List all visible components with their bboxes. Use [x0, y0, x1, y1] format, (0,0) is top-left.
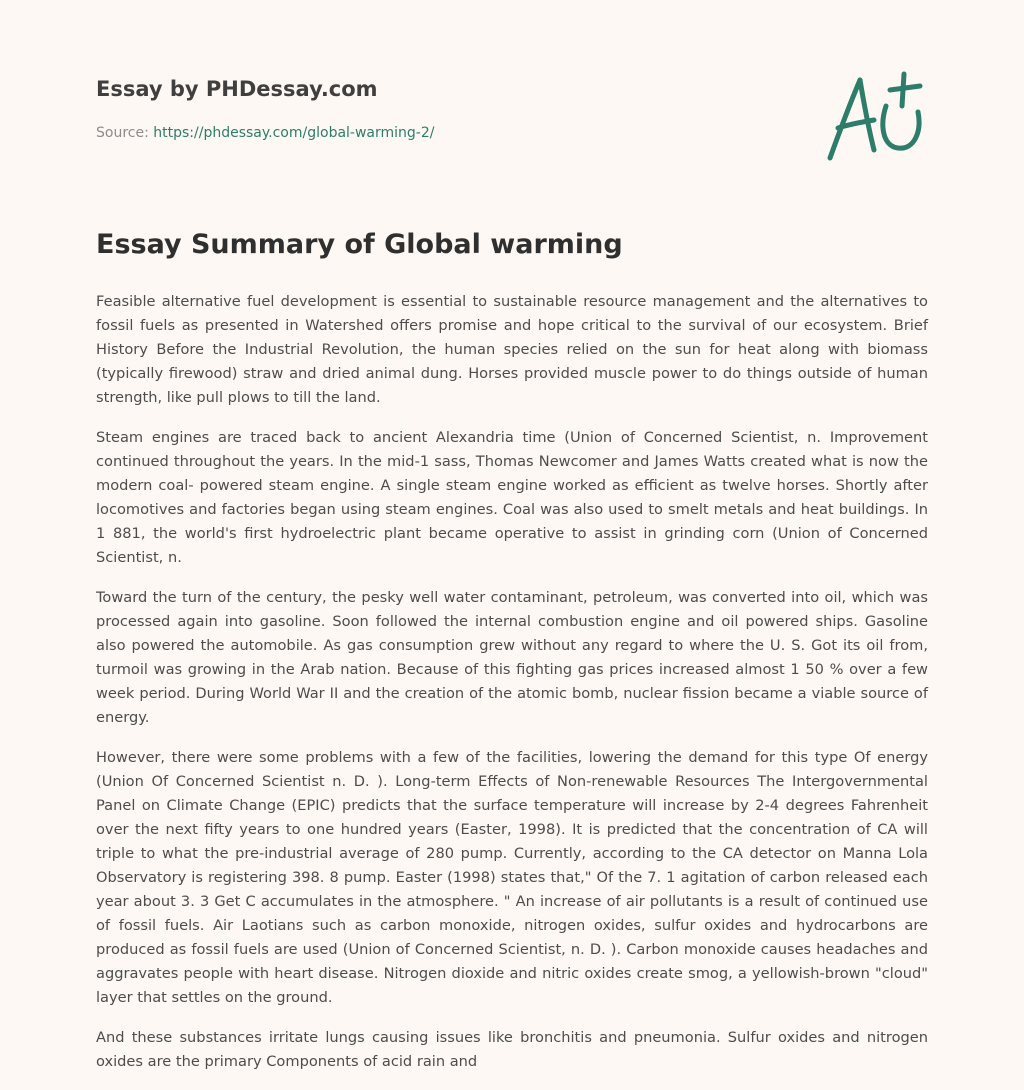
essay-title: Essay Summary of Global warming — [96, 229, 623, 260]
a-plus-grade-icon — [820, 66, 930, 166]
document-header — [96, 74, 796, 143]
site-title: Essay by PHDessay.com — [96, 77, 378, 101]
source-link[interactable]: https://phdessay.com/global-warming-2/ — [153, 125, 435, 141]
essay-paragraph: And these substances irritate lungs causing issues like bronchitis and pneumonia. Sulfur oxides and nitrogen oxides are the primary Components of acid rain and — [96, 1029, 928, 1070]
source-line — [96, 123, 796, 143]
essay-content — [96, 226, 928, 1090]
essay-paragraph: Feasible alternative fuel development is essential to sustainable resource management and the alternatives to fossil fuels as presented in Watershed offers promise and hope critical to the survival of our ecosystem. Brief History Before the Industrial Revolution, the human species relied on the sun for heat along with biomass (typically firewood) straw and dried animal dung. Horses provided muscle power to do things outside of human strength, like pull plows to till the land. — [96, 293, 928, 406]
a-plus-logo-svg — [820, 66, 930, 166]
essay-paragraph: Steam engines are traced back to ancient Alexandria time (Union of Concerned Scientist, n. Improvement continued throughout the years. In the mid-1 sass, Thomas Newcomer and James Watts created what is now the modern coal- powered steam engine. A single steam engine worked as efficient as twelve horses. Shortly after locomotives and factories began using steam engines. Coal was also used to smelt metals and heat buildings. In 1 881, the world's first hydroelectric plant became operative to assist in grinding corn (Union of Concerned Scientist, n. — [96, 429, 928, 566]
source-label: Source: — [96, 125, 154, 141]
essay-paragraph: Toward the turn of the century, the pesky well water contaminant, petroleum, was converted into oil, which was processed again into gasoline. Soon followed the internal combustion engine and oil powered ships. Gasoline also powered the automobile. As gas consumption grew without any regard to where the U. S. Got its oil from, turmoil was growing in the Arab nation. Because of this fighting gas prices increased almost 1 50 % over a few week period. During World War II and the creation of the atomic bomb, nuclear fission became a viable source of energy. — [96, 589, 928, 726]
essay-paragraph: However, there were some problems with a few of the facilities, lowering the demand for this type Of energy (Union Of Concerned Scientist n. D. ). Long-term Effects of Non-renewable Resources The Intergovernmental Panel on Climate Change (EPIC) predicts that the surface temperature will increase by 2-4 degrees Fahrenheit over the next fifty years to one hundred years (Easter, 1998). It is predicted that the concentration of CA will triple to what the pre-industrial average of 280 pump. Currently, according to the CA detector on Manna Lola Observatory is registering 398. 8 pump. Easter (1998) states that," Of the 7. 1 agitation of carbon released each year about 3. 3 Get C accumulates in the atmosphere. " An increase of air pollutants is a result of continued use of fossil fuels. Air Laotians such as carbon monoxide, nitrogen oxides, sulfur oxides and hydrocarbons are produced as fossil fuels are used (Union of Concerned Scientist, n. D. ). Carbon monoxide causes headaches and aggravates people with heart disease. Nitrogen dioxide and nitric oxides create smog, a yellowish-brown "cloud" layer that settles on the ground. — [96, 749, 928, 1006]
